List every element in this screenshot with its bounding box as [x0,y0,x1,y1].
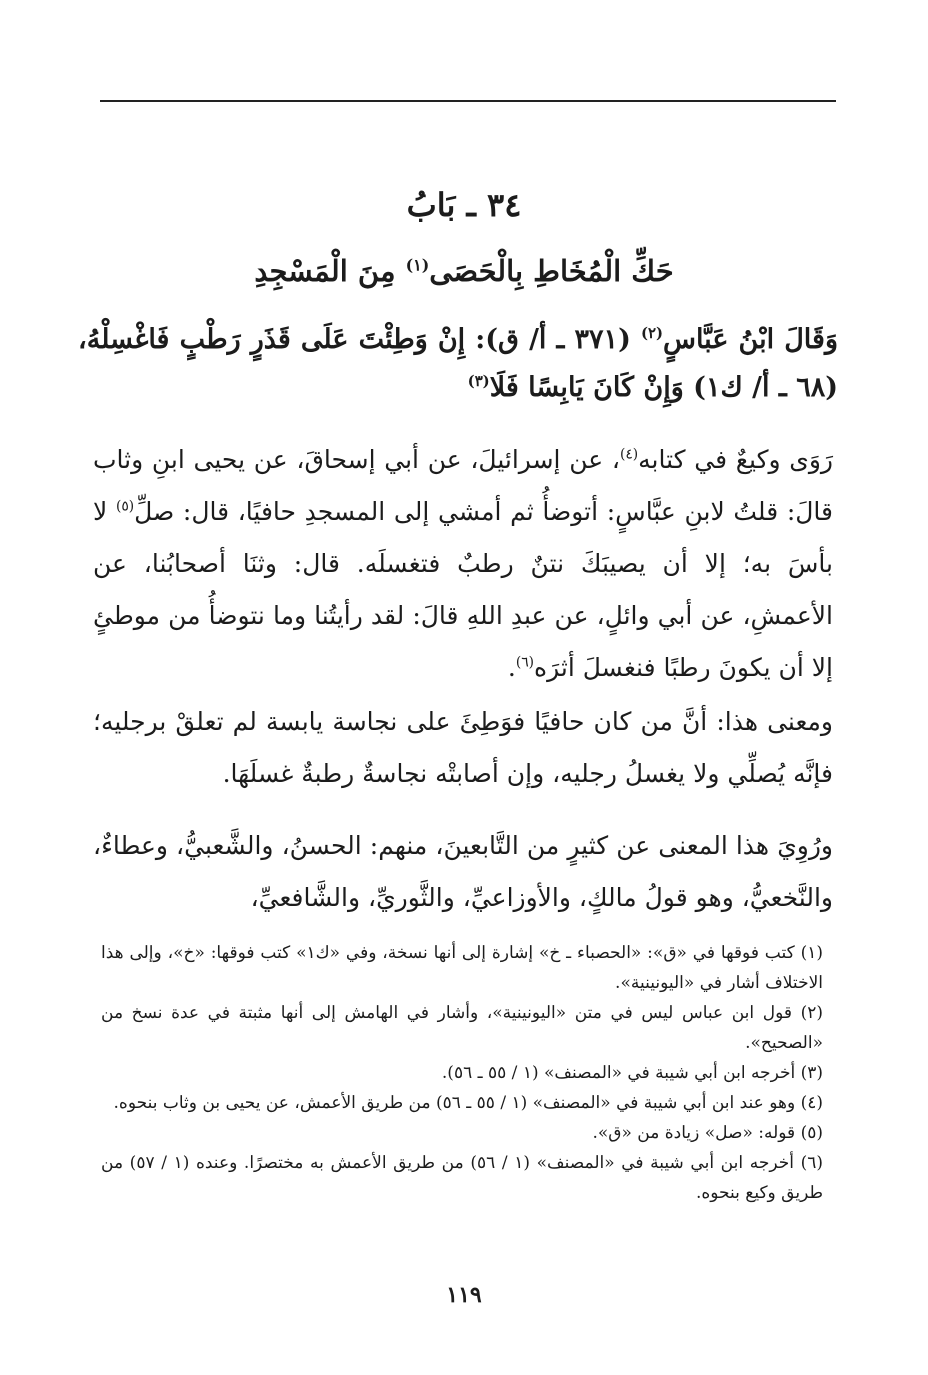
footnote-6: (٦) أخرجه ابن أبي شيبة في «المصنف» (١ / ٥٦) من طريق الأعمش به مختصرًا. وعنده (١ / ٥٧) من طريق وكيع بنحوه. [101,1153,823,1203]
footnote-ref-2: (٢) [640,324,663,342]
chapter-title [0,254,928,288]
title-text: حَكِّ الْمُخَاطِ بِالْحَصَى [429,254,674,288]
paragraph-1-c: لا بأسَ به؛ إلا أن يصيبَكَ نتنٌ رطبٌ فتغسلَه. قال: وثنَا أصحابُنا، عن الأعمشِ، عن أبي وائلٍ، عن عبدِ اللهِ قالَ: لقد رأيتُنا وما نتوضأُ من موطئٍ إلا أن يكونَ رطبًا فنغسلَ أثرَه [93,497,833,682]
paragraph-1 [93,434,833,694]
paragraph-1-a: رَوَى وكيعٌ في كتابه [638,445,833,474]
footnote-ref-3: (٣) [467,372,490,390]
page-number: ١١٩ [446,1282,482,1308]
footnote-4: (٤) وهو عند ابن أبي شيبة في «المصنف» (١ / ٥٥ ـ ٥٦) من طريق الأعمش، عن يحيى بن وثاب بنحوه. [113,1093,823,1113]
footnote-ref-6: (٦) [515,654,534,671]
narration-text [78,316,838,412]
footnote-5: (٥) قوله: «صل» زيادة من «ق». [592,1123,823,1143]
footnote-1: (١) كتب فوقها في «ق»: «الحصباء ـ خ» إشارة إلى أنها نسخة، وفي «ك١» كتب فوقها: «خ»، وإلى هذا الاختلاف أشار في «اليونينية». [101,943,823,993]
footnote-ref-1: (١) [405,255,430,275]
narration-part-1: وَقَالَ ابْنُ عَبَّاسٍ [662,324,838,355]
paragraph-3: ورُوِيَ هذا المعنى عن كثيرٍ من التَّابعينَ، منهم: الحسنُ، والشَّعبيُّ، وعطاءٌ، والنَّخعيُّ، وهو قولُ مالكٍ، والأوزاعيِّ، والثَّوريِّ، والشَّافعيِّ، [93,831,833,912]
chapter-heading: ٣٤ ـ بَابُ [406,186,522,224]
footnote-ref-4: (٤) [619,446,639,463]
title-text-end: مِنَ الْمَسْجِدِ [254,254,406,288]
footnotes [101,938,823,1208]
footnote-2: (٢) قول ابن عباس ليس في متن «اليونينية»، وأشار في الهامش إلى أنها مثبتة في عدة نسخ من «الصحيح». [101,1003,823,1053]
narration-part-2: (٣٧١ ـ أ/ ق): إِنْ وَطِئْتَ عَلَى قَذَرٍ رَطْبٍ فَاغْسِلْهُ، (٦٨ ـ أ/ ك١) وَإِنْ كَانَ يَابِسًا فَلَا [78,324,838,403]
footnote-3: (٣) أخرجه ابن أبي شيبة في «المصنف» (١ / ٥٥ ـ ٥٦). [441,1063,823,1083]
footnote-ref-5: (٥) [115,498,135,515]
paragraph-2: ومعنى هذا: أنَّ من كان حافيًا فوَطِئَ على نجاسة يابسة لم تعلقْ برجليه؛ فإنَّه يُصلِّي ولا يغسلُ رجليه، وإن أصابتْه نجاسةٌ رطبةٌ غسلَهَا. [93,707,833,788]
paragraph-1-b: ، عن إسرائيلَ، عن أبي إسحاقَ، عن يحيى ابنِ وثاب قالَ: قلتُ لابنِ عبَّاسٍ: أتوضأُ ثم أمشي إلى المسجدِ حافيًا، قال: صلِّ [93,445,833,526]
top-rule [100,100,836,102]
paragraph-1-d: . [507,653,516,682]
